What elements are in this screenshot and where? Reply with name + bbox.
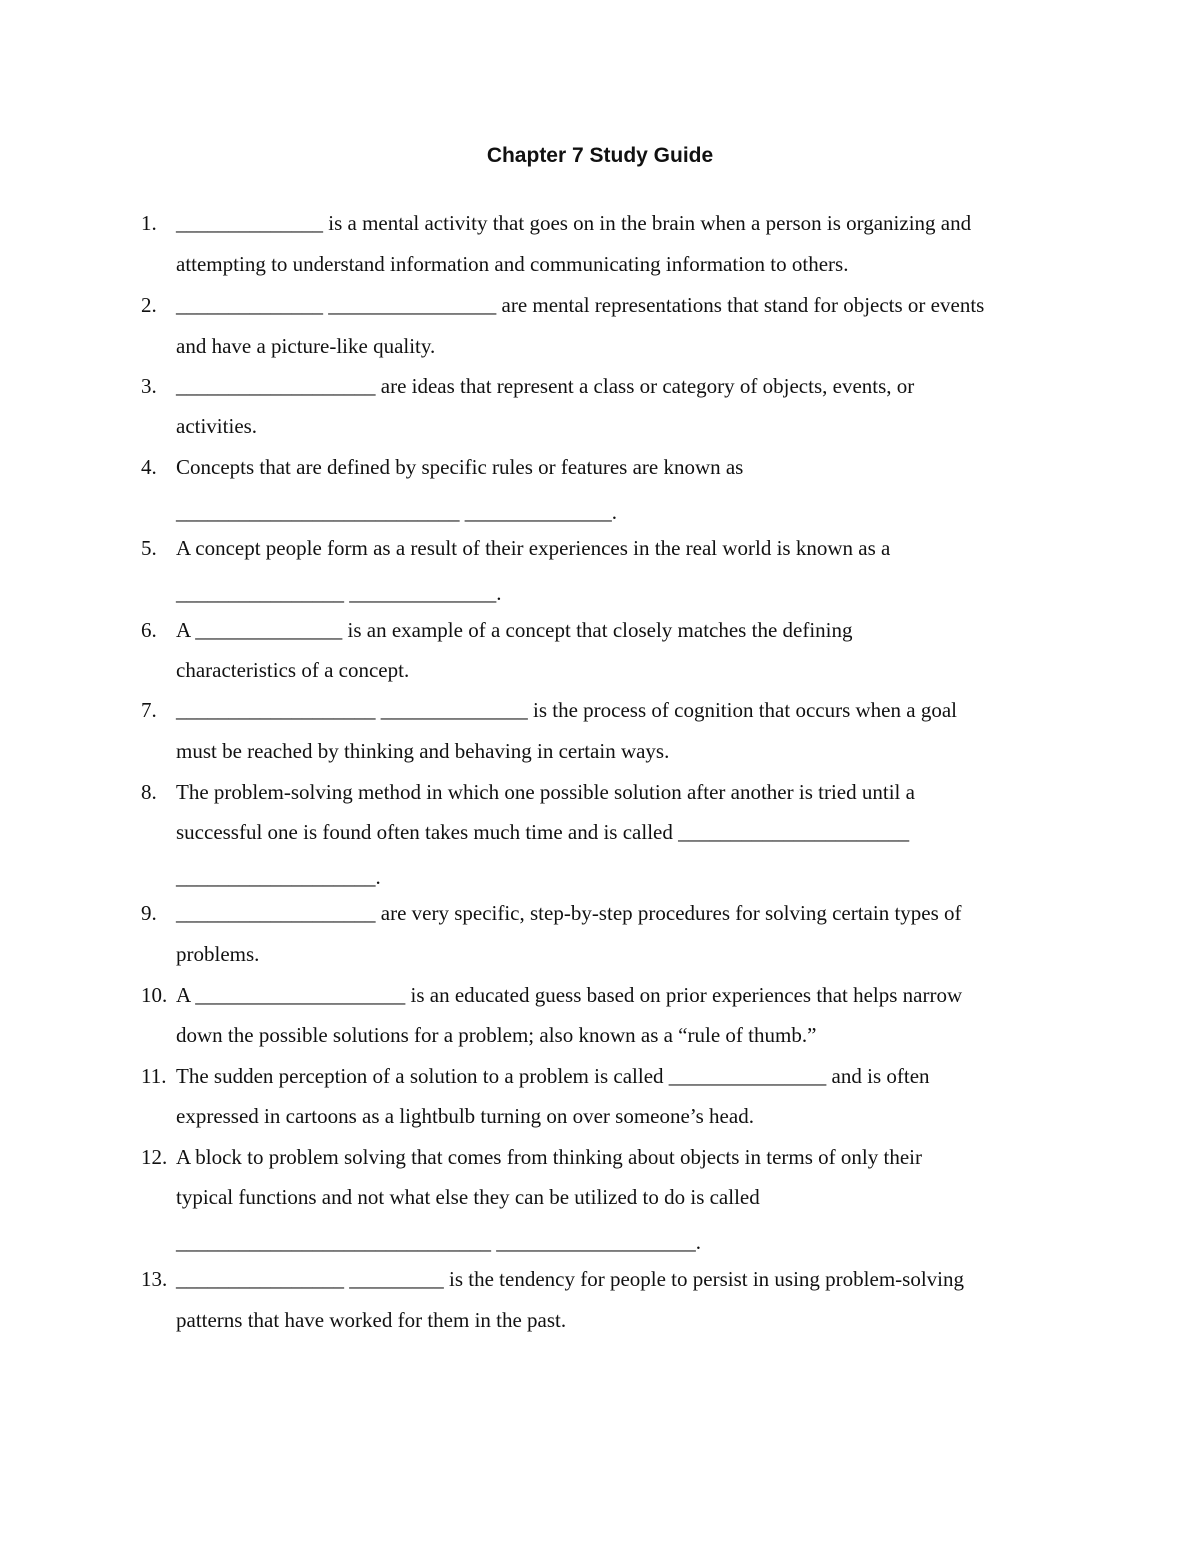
question-number: 1. — [141, 211, 157, 235]
page-title: Chapter 7 Study Guide — [486, 144, 714, 167]
question-line: expressed in cartoons as a lightbulb turning on over someone’s head. — [176, 1104, 754, 1128]
question-number: 11. — [141, 1064, 167, 1088]
question-line: problems. — [176, 942, 260, 966]
question-line: typical functions and not what else they can be utilized to do is called — [176, 1185, 760, 1209]
question-line: ______________ is a mental activity that goes on in the brain when a person is organizing and — [176, 211, 972, 235]
question-line: Concepts that are defined by specific rules or features are known as — [176, 455, 744, 479]
question-number: 3. — [141, 374, 157, 398]
question-line: A ______________ is an example of a concept that closely matches the defining — [176, 618, 853, 642]
question-line: ______________________________ ___________________. — [176, 1230, 701, 1254]
question-line: ________________ ______________. — [176, 581, 502, 605]
question-line: patterns that have worked for them in the past. — [176, 1308, 567, 1332]
question-number: 9. — [141, 901, 157, 925]
question-number: 12. — [141, 1145, 168, 1169]
question-number: 8. — [141, 780, 157, 804]
question-number: 2. — [141, 293, 157, 317]
question-line: The sudden perception of a solution to a problem is called _______________ and is often — [176, 1064, 930, 1088]
question-number: 6. — [141, 618, 157, 642]
question-line: ______________ ________________ are mental representations that stand for objects or events — [176, 293, 985, 317]
question-line: activities. — [176, 414, 258, 438]
question-number: 7. — [141, 698, 157, 722]
question-number: 13. — [141, 1267, 168, 1291]
question-line: successful one is found often takes much time and is called ______________________ — [176, 820, 910, 844]
question-line: ___________________ are ideas that represent a class or category of objects, events, or — [176, 374, 915, 398]
question-line: The problem-solving method in which one possible solution after another is tried until a — [176, 780, 915, 804]
question-line: attempting to understand information and communicating information to others. — [176, 252, 849, 276]
question-line: A concept people form as a result of their experiences in the real world is known as a — [176, 536, 891, 560]
question-number: 10. — [141, 983, 168, 1007]
question-line: must be reached by thinking and behaving in certain ways. — [176, 739, 670, 763]
question-line: characteristics of a concept. — [176, 658, 410, 682]
question-line: ___________________. — [176, 865, 381, 889]
question-line: ___________________________ ______________. — [176, 500, 617, 524]
question-number: 4. — [141, 455, 157, 479]
question-line: ________________ _________ is the tendency for people to persist in using problem-solving — [176, 1267, 964, 1291]
question-number: 5. — [141, 536, 157, 560]
question-line: down the possible solutions for a problem; also known as a “rule of thumb.” — [176, 1023, 817, 1047]
question-line: A ____________________ is an educated guess based on prior experiences that helps narrow — [176, 983, 963, 1007]
question-line: ___________________ are very specific, step-by-step procedures for solving certain types of — [176, 901, 962, 925]
question-line: A block to problem solving that comes from thinking about objects in terms of only their — [176, 1145, 922, 1169]
question-line: ___________________ ______________ is the process of cognition that occurs when a goal — [176, 698, 957, 722]
question-line: and have a picture-like quality. — [176, 334, 436, 358]
